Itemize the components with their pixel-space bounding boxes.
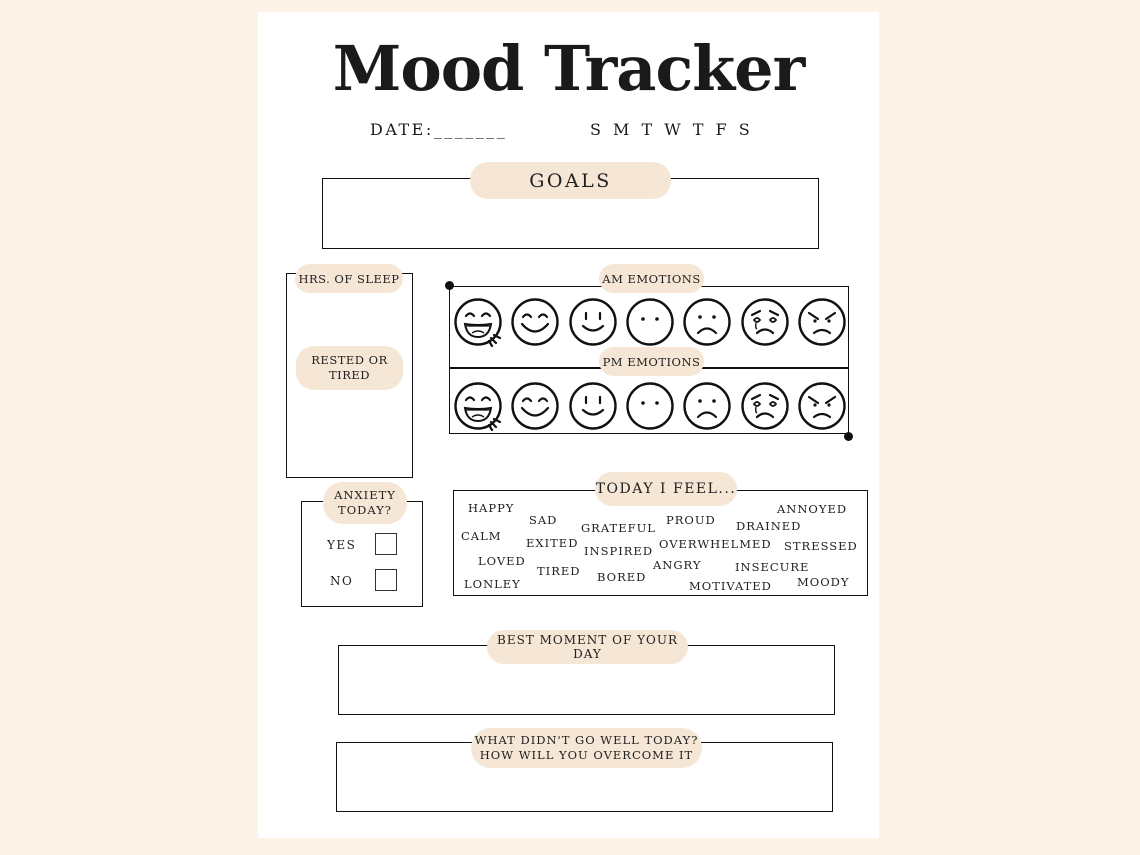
angry-face-icon[interactable] bbox=[797, 297, 847, 351]
best-moment-label: BEST MOMENT OF YOUR DAY bbox=[487, 630, 688, 664]
date-field[interactable]: DATE:_______ bbox=[370, 120, 508, 139]
feeling-word[interactable]: BORED bbox=[597, 570, 647, 584]
feeling-word[interactable]: GRATEFUL bbox=[581, 521, 656, 535]
hours-of-sleep-label: HRS. OF SLEEP bbox=[295, 264, 403, 293]
yes-checkbox[interactable] bbox=[375, 533, 397, 555]
grinning-face-icon[interactable] bbox=[510, 381, 560, 435]
laughing-face-icon[interactable] bbox=[453, 381, 503, 435]
laughing-face-icon[interactable] bbox=[453, 297, 503, 351]
goals-label: GOALS bbox=[470, 162, 671, 199]
feeling-word[interactable]: PROUD bbox=[666, 513, 716, 527]
feeling-word[interactable]: SAD bbox=[529, 513, 558, 527]
neutral-face-icon[interactable] bbox=[625, 381, 675, 435]
feeling-word[interactable]: DRAINED bbox=[736, 519, 802, 533]
planner-page bbox=[258, 12, 879, 838]
feeling-word[interactable]: INSECURE bbox=[735, 560, 810, 574]
corner-dot bbox=[445, 281, 454, 290]
no-label: NO bbox=[330, 574, 354, 588]
anxiety-today-label: ANXIETY TODAY? bbox=[323, 482, 407, 524]
yes-label: YES bbox=[327, 538, 357, 552]
frowning-face-icon[interactable] bbox=[682, 297, 732, 351]
feeling-word[interactable]: ANGRY bbox=[653, 558, 702, 572]
feeling-word[interactable]: HAPPY bbox=[468, 501, 515, 515]
feeling-word[interactable]: INSPIRED bbox=[584, 544, 654, 558]
feeling-word[interactable]: ANNOYED bbox=[777, 502, 848, 516]
smiling-face-icon[interactable] bbox=[568, 297, 618, 351]
page-title: Mood Tracker bbox=[332, 32, 805, 105]
feeling-word[interactable]: LONLEY bbox=[464, 577, 521, 591]
worried-face-icon[interactable] bbox=[740, 297, 790, 351]
grinning-face-icon[interactable] bbox=[510, 297, 560, 351]
feeling-word[interactable]: STRESSED bbox=[784, 539, 858, 553]
neutral-face-icon[interactable] bbox=[625, 297, 675, 351]
weekday-selector[interactable]: S M T W T F S bbox=[590, 120, 753, 139]
today-i-feel-label: TODAY I FEEL... bbox=[595, 472, 737, 506]
rested-or-tired-label: RESTED OR TIRED bbox=[296, 346, 403, 390]
smiling-face-icon[interactable] bbox=[568, 381, 618, 435]
didnt-go-well-label: WHAT DIDN'T GO WELL TODAY? HOW WILL YOU OVERCOME IT bbox=[471, 728, 702, 768]
am-emotions-label: AM EMOTIONS bbox=[599, 264, 704, 293]
feeling-word[interactable]: LOVED bbox=[478, 554, 526, 568]
angry-face-icon[interactable] bbox=[797, 381, 847, 435]
worried-face-icon[interactable] bbox=[740, 381, 790, 435]
feeling-word[interactable]: EXITED bbox=[526, 536, 579, 550]
feeling-word[interactable]: MOTIVATED bbox=[689, 579, 772, 593]
feeling-word[interactable]: MOODY bbox=[797, 575, 850, 589]
feeling-word[interactable]: CALM bbox=[461, 529, 502, 543]
no-checkbox[interactable] bbox=[375, 569, 397, 591]
feeling-word[interactable]: TIRED bbox=[537, 564, 581, 578]
pm-emotions-label: PM EMOTIONS bbox=[599, 347, 704, 376]
frowning-face-icon[interactable] bbox=[682, 381, 732, 435]
feeling-word[interactable]: OVERWHELMED bbox=[659, 537, 772, 551]
